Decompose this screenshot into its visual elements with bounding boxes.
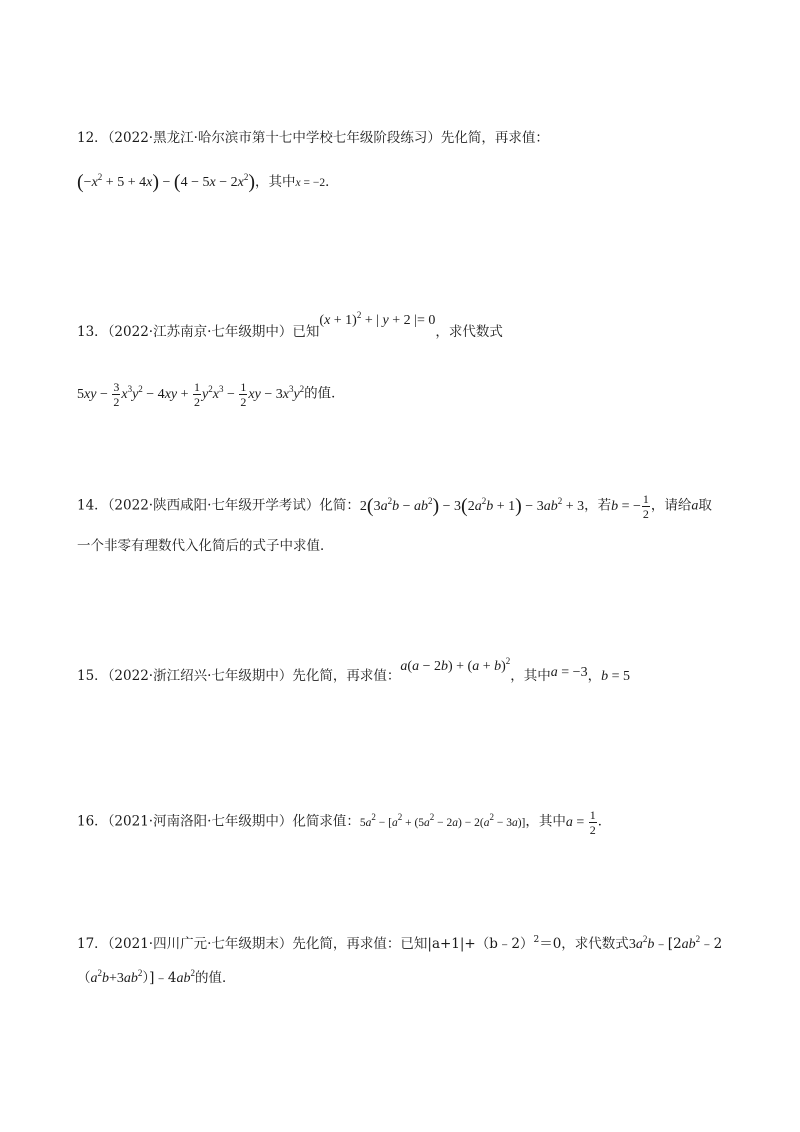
- problem-text: ，: [587, 668, 602, 684]
- math-expression: a: [691, 498, 699, 514]
- problem-source: （2021·四川广元·七年级期末）: [107, 936, 293, 952]
- problem-number: 15．: [77, 668, 108, 684]
- problem-instruction: 已知: [292, 324, 320, 340]
- problem-source: （2021·河南洛阳·七年级期中）: [107, 813, 293, 830]
- problem-text: （: [77, 970, 91, 986]
- math-expression: $ab^2$: [176, 968, 196, 986]
- problem-number: 16．: [77, 813, 108, 830]
- problem-text: ﹣[2: [654, 936, 682, 952]
- problem-16-statement: [77, 808, 611, 837]
- math-expression: b = − $\frac{1}{2}$: [611, 492, 649, 521]
- problem-number: 17．: [77, 936, 108, 952]
- problem-12-expression-line: [77, 172, 339, 193]
- problem-instruction: 化简：: [319, 497, 360, 514]
- problem-text: 的值．: [304, 385, 345, 402]
- problem-text: ．: [325, 174, 339, 190]
- problem-text: ，求代数式: [435, 324, 503, 340]
- problem-source: （2022·浙江绍兴·七年级期中）: [107, 668, 293, 684]
- math-expression: $ab^2$: [681, 934, 701, 952]
- math-expression: b = 5: [601, 669, 630, 684]
- math-expression: a = $\frac{1}{2}$: [565, 808, 596, 837]
- math-expression: 5xy − $\frac{3}{2}$ $x^3y^2 - 4xy$ + $\frac{1}{2}$ $y^2x^3$ − $\frac{1}{2}$ xy − $3x^3y^2$: [77, 380, 305, 409]
- problem-number: 14．: [77, 497, 108, 514]
- problem-12-statement: [77, 128, 549, 148]
- problem-14-line-2: 一个非零有理数代入化简后的式子中求值．: [77, 538, 334, 554]
- problem-17-statement: 17．（2021·四川广元·七年级期末）先化简，再求值：已知|a+1|+（b﹣2）$^2$＝0，求代数式$3a^2b﹣[2ab^2﹣2$: [77, 934, 723, 952]
- math-expression: $(x + 1)^2$ + | y + 2 |= 0: [319, 310, 436, 328]
- problem-text: 取: [698, 497, 712, 514]
- problem-instruction: 先化简，再求值：: [292, 668, 401, 684]
- problem-13-expression-line: [77, 380, 345, 409]
- problem-text: ）]﹣4: [142, 970, 177, 986]
- math-expression: $5a^2 - [a^2 + (5a^2 - 2a) - 2(a^2 - 3a)]$: [359, 811, 526, 829]
- problem-number: 12．: [77, 130, 108, 146]
- math-expression: $(-x^2 + 5 + 4x) - (4 - 5x - 2x^2)$: [77, 171, 255, 193]
- math-expression: x = −2: [295, 177, 326, 189]
- math-expression: a = −3: [550, 665, 588, 680]
- problem-text: ，其中: [254, 174, 296, 190]
- problem-17-line-2: [77, 968, 236, 989]
- math-expression: $a(a - 2b) + (a + b)^2$: [400, 656, 511, 674]
- problem-14-statement: [77, 492, 712, 521]
- problem-15-statement: [77, 656, 630, 687]
- problem-instruction: 化简求值：: [292, 813, 360, 830]
- problem-text: ＝0，求代数式: [539, 936, 629, 952]
- problem-text: ．: [597, 813, 612, 830]
- problem-13-statement: [77, 310, 503, 343]
- problem-text: ，其中: [510, 668, 551, 684]
- problem-instruction: 先化简，再求值：已知: [292, 936, 428, 952]
- problem-source: （2022·江苏南京·七年级期中）: [107, 324, 293, 340]
- problem-text: ﹣2: [700, 936, 723, 952]
- problem-text: 的值．: [195, 970, 236, 986]
- problem-text: ，请给: [650, 497, 692, 514]
- problem-number: 13．: [77, 324, 108, 340]
- math-expression: $a^2b+3ab^2$: [90, 968, 143, 986]
- problem-text: ，其中: [525, 813, 566, 830]
- math-expression: $2(3a^2b - ab^2) - 3(2a^2b + 1) - 3ab^2 + 3$: [359, 494, 585, 517]
- problem-source: （2022·黑龙江·哈尔滨市第十七中学校七年级阶段练习）: [107, 130, 441, 146]
- problem-instruction: 先化简，再求值：: [440, 130, 549, 146]
- problem-text: |a+1|+（b﹣2）: [427, 936, 534, 952]
- problem-source: （2022·陕西咸阳·七年级开学考试）: [107, 497, 320, 514]
- problem-text: ，若: [584, 497, 612, 514]
- math-expression: $3a^2b$: [628, 934, 655, 952]
